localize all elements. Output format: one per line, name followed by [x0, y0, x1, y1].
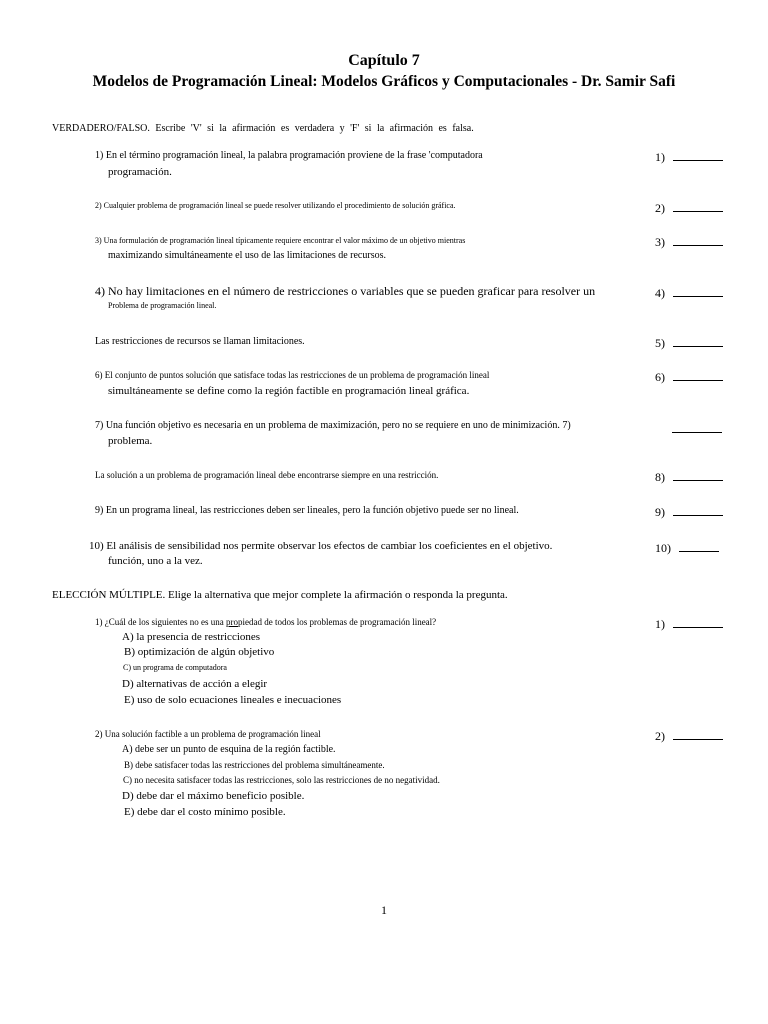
answer-blank[interactable]: [673, 234, 723, 246]
tf-q8-number: 8): [655, 470, 665, 484]
mc-q2-option-d[interactable]: D) debe dar el máximo beneficio posible.: [122, 790, 305, 802]
tf-q9-number: 9): [655, 505, 665, 519]
mc-q1-option-a[interactable]: A) la presencia de restricciones: [122, 631, 261, 643]
answer-blank[interactable]: [673, 200, 723, 212]
answer-blank[interactable]: [673, 469, 723, 481]
tf-q6-line2: simultáneamente se define como la región factible en programación lineal gráfica.: [108, 385, 470, 397]
mc-q2-answer[interactable]: [655, 728, 723, 744]
tf-q6-line1: 6) El conjunto de puntos solución que satisface todas las restricciones de un problema de programación lineal: [95, 370, 490, 380]
tf-q4-answer[interactable]: [655, 285, 723, 301]
tf-q8-answer[interactable]: [655, 469, 723, 485]
tf-q5-number: 5): [655, 336, 665, 350]
tf-q10-line1: 10) El análisis de sensibilidad nos permite observar los efectos de cambiar los coeficientes en el objetivo.: [89, 540, 553, 552]
tf-q1-number: 1): [655, 150, 665, 164]
tf-q10-answer[interactable]: [655, 540, 719, 556]
tf-q5-line1: Las restricciones de recursos se llaman limitaciones.: [95, 336, 305, 347]
tf-q7-line2: problema.: [108, 435, 153, 447]
mc-instructions: ELECCIÓN MÚLTIPLE. Elige la alternativa que mejor complete la afirmación o responda la pregunta.: [52, 589, 508, 601]
answer-blank[interactable]: [673, 335, 723, 347]
mc-q1-option-c[interactable]: C) un programa de computadora: [123, 663, 227, 672]
page-title: Capítulo 7: [348, 52, 420, 69]
tf-q4-number: 4): [655, 286, 665, 300]
answer-blank[interactable]: [673, 504, 723, 516]
answer-blank[interactable]: [673, 285, 723, 297]
tf-q2-answer[interactable]: [655, 200, 723, 216]
page-subtitle: Modelos de Programación Lineal: Modelos Gráficos y Computacionales - Dr. Samir Safi: [92, 73, 676, 90]
answer-blank[interactable]: [679, 540, 719, 552]
answer-blank[interactable]: [673, 616, 723, 628]
tf-q4-line2: Problema de programación lineal.: [108, 301, 217, 310]
tf-q9-answer[interactable]: [655, 504, 723, 520]
tf-q7-answer-blank[interactable]: [672, 431, 722, 433]
mc-q2-option-b[interactable]: B) debe satisfacer todas las restricciones del problema simultáneamente.: [124, 760, 385, 770]
tf-q6-answer[interactable]: [655, 369, 723, 385]
tf-q8-line1: La solución a un problema de programación lineal debe encontrarse siempre en una restricción.: [95, 470, 439, 480]
answer-blank[interactable]: [673, 369, 723, 381]
tf-q5-answer[interactable]: [655, 335, 723, 351]
mc-q1-number: 1): [655, 617, 665, 631]
tf-q9-line1: 9) En un programa lineal, las restricciones deben ser lineales, pero la función objetivo puede ser no lineal.: [95, 505, 519, 516]
tf-q1-line2: programación.: [108, 166, 172, 178]
tf-q10-number: 10): [655, 541, 671, 555]
mc-q1-option-e[interactable]: E) uso de solo ecuaciones lineales e inecuaciones: [124, 694, 342, 706]
answer-blank[interactable]: [673, 728, 723, 740]
mc-q1-answer[interactable]: [655, 616, 723, 632]
tf-q2-number: 2): [655, 201, 665, 215]
tf-q10-line2: función, uno a la vez.: [108, 555, 203, 567]
tf-q7-line1: 7) Una función objetivo es necesaria en un problema de maximización, pero no se requiere en uno de minimización. 7): [95, 420, 571, 431]
mc-q2-option-e[interactable]: E) debe dar el costo mínimo posible.: [124, 806, 286, 818]
mc-q2-option-c[interactable]: C) no necesita satisfacer todas las restricciones, solo las restricciones de no negatividad.: [123, 775, 440, 785]
tf-q4-line1: 4) No hay limitaciones en el número de restricciones o variables que se pueden graficar para resolver un: [95, 284, 596, 298]
tf-q3-line1: 3) Una formulación de programación lineal típicamente requiere encontrar el valor máximo de un objetivo mientras: [95, 236, 466, 245]
mc-q2-number: 2): [655, 729, 665, 743]
tf-q3-answer[interactable]: [655, 234, 723, 250]
tf-q1-line1: 1) En el término programación lineal, la palabra programación proviene de la frase 'computadora: [95, 150, 483, 161]
tf-q3-line2: maximizando simultáneamente el uso de las limitaciones de recursos.: [108, 250, 386, 261]
answer-blank[interactable]: [673, 149, 723, 161]
tf-q2-line1: 2) Cualquier problema de programación lineal se puede resolver utilizando el procedimiento de solución gráfica.: [95, 201, 456, 210]
mc-q2-stem: 2) Una solución factible a un problema de programación lineal: [95, 729, 321, 739]
tf-q6-number: 6): [655, 370, 665, 384]
tf-instructions: VERDADERO/FALSO. Escribe 'V' si la afirmación es verdadera y 'F' si la afirmación es falsa.: [52, 123, 474, 134]
mc-q1-stem: 1) ¿Cuál de los siguientes no es una propiedad de todos los problemas de programación lineal?: [95, 617, 437, 627]
tf-q3-number: 3): [655, 235, 665, 249]
mc-q2-option-a[interactable]: A) debe ser un punto de esquina de la región factible.: [122, 744, 336, 755]
tf-q1-answer[interactable]: [655, 149, 723, 165]
page-number: 1: [381, 903, 387, 917]
mc-q1-option-b[interactable]: B) optimización de algún objetivo: [124, 646, 275, 658]
mc-q1-option-d[interactable]: D) alternativas de acción a elegir: [122, 678, 268, 690]
